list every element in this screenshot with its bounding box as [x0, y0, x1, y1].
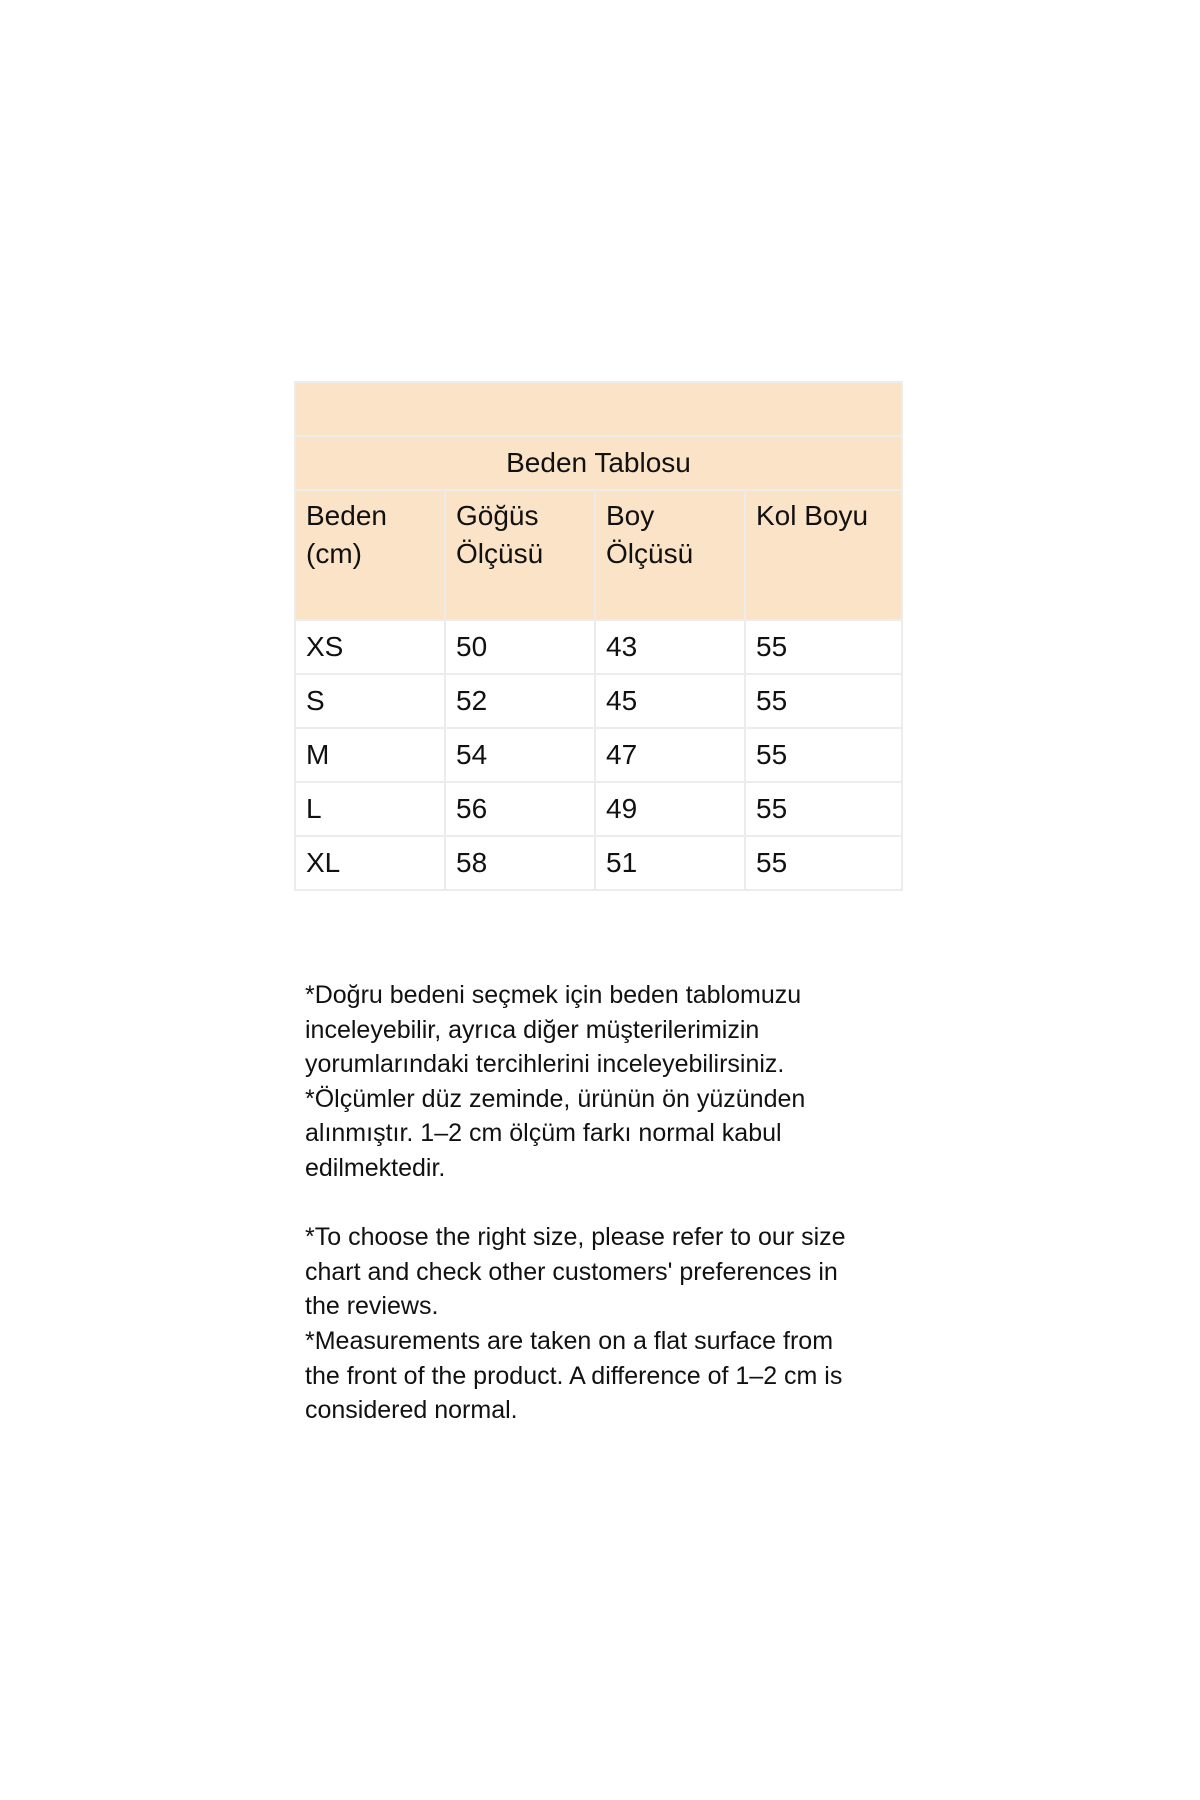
cell-gogus: 50 [445, 620, 595, 674]
note-line-tr: alınmıştır. 1–2 cm ölçüm farkı normal kabul [305, 1119, 782, 1148]
cell-size: XS [295, 620, 445, 674]
note-line-tr: yorumlarındaki tercihlerini inceleyebilirsiniz. [305, 1050, 785, 1079]
header-gogus-line1: Göğüs [456, 500, 539, 531]
table-top-band [295, 382, 902, 436]
header-gogus-line2: Ölçüsü [456, 538, 544, 569]
cell-gogus: 52 [445, 674, 595, 728]
size-notes [305, 978, 905, 1428]
cell-kol: 55 [745, 674, 902, 728]
table-row [295, 836, 902, 890]
header-beden-line1: Beden [306, 500, 387, 531]
header-gogus-olcusu [445, 490, 595, 620]
note-line-tr: *Doğru bedeni seçmek için beden tablomuzu [305, 981, 802, 1009]
cell-size: XL [295, 836, 445, 890]
note-line-en: considered normal. [305, 1396, 518, 1425]
notes-spacer [305, 1186, 905, 1221]
cell-size: L [295, 782, 445, 836]
header-kol-line1: Kol Boyu [756, 500, 869, 531]
header-beden-line2: (cm) [306, 538, 362, 569]
table-header-row [295, 490, 902, 620]
table-title: Beden Tablosu [295, 436, 902, 490]
cell-boy: 51 [595, 836, 745, 890]
cell-boy: 47 [595, 728, 745, 782]
note-line-en: the front of the product. A difference of 1–2 cm is [305, 1361, 843, 1390]
cell-boy: 45 [595, 674, 745, 728]
cell-kol: 55 [745, 782, 902, 836]
size-table [294, 381, 903, 891]
table-row [295, 782, 902, 836]
cell-boy: 43 [595, 620, 745, 674]
cell-kol: 55 [745, 728, 902, 782]
note-line-en: chart and check other customers' preferences in [305, 1257, 838, 1286]
header-beden [295, 490, 445, 620]
note-line-tr: edilmektedir. [305, 1153, 446, 1182]
table-row [295, 620, 902, 674]
note-line-tr: *Ölçümler düz zeminde, ürünün ön yüzünden [305, 1084, 806, 1113]
cell-boy: 49 [595, 782, 745, 836]
note-line-en: *Measurements are taken on a flat surface from [305, 1326, 834, 1355]
cell-kol: 55 [745, 620, 902, 674]
cell-kol: 55 [745, 836, 902, 890]
cell-size: M [295, 728, 445, 782]
cell-gogus: 58 [445, 836, 595, 890]
table-row [295, 674, 902, 728]
table-row [295, 728, 902, 782]
note-line-tr: inceleyebilir, ayrıca diğer müşterilerimizin [305, 1015, 760, 1044]
cell-gogus: 56 [445, 782, 595, 836]
table-title-row [295, 436, 902, 490]
header-boy-line1: Boy [606, 500, 655, 531]
note-line-en: *To choose the right size, please refer to our size [305, 1223, 846, 1252]
note-line-en: the reviews. [305, 1292, 439, 1321]
header-kol-boyu [745, 490, 902, 620]
header-boy-olcusu [595, 490, 745, 620]
cell-gogus: 54 [445, 728, 595, 782]
table-top-band-cell [295, 382, 902, 436]
header-boy-line2: Ölçüsü [606, 538, 694, 569]
cell-size: S [295, 674, 445, 728]
